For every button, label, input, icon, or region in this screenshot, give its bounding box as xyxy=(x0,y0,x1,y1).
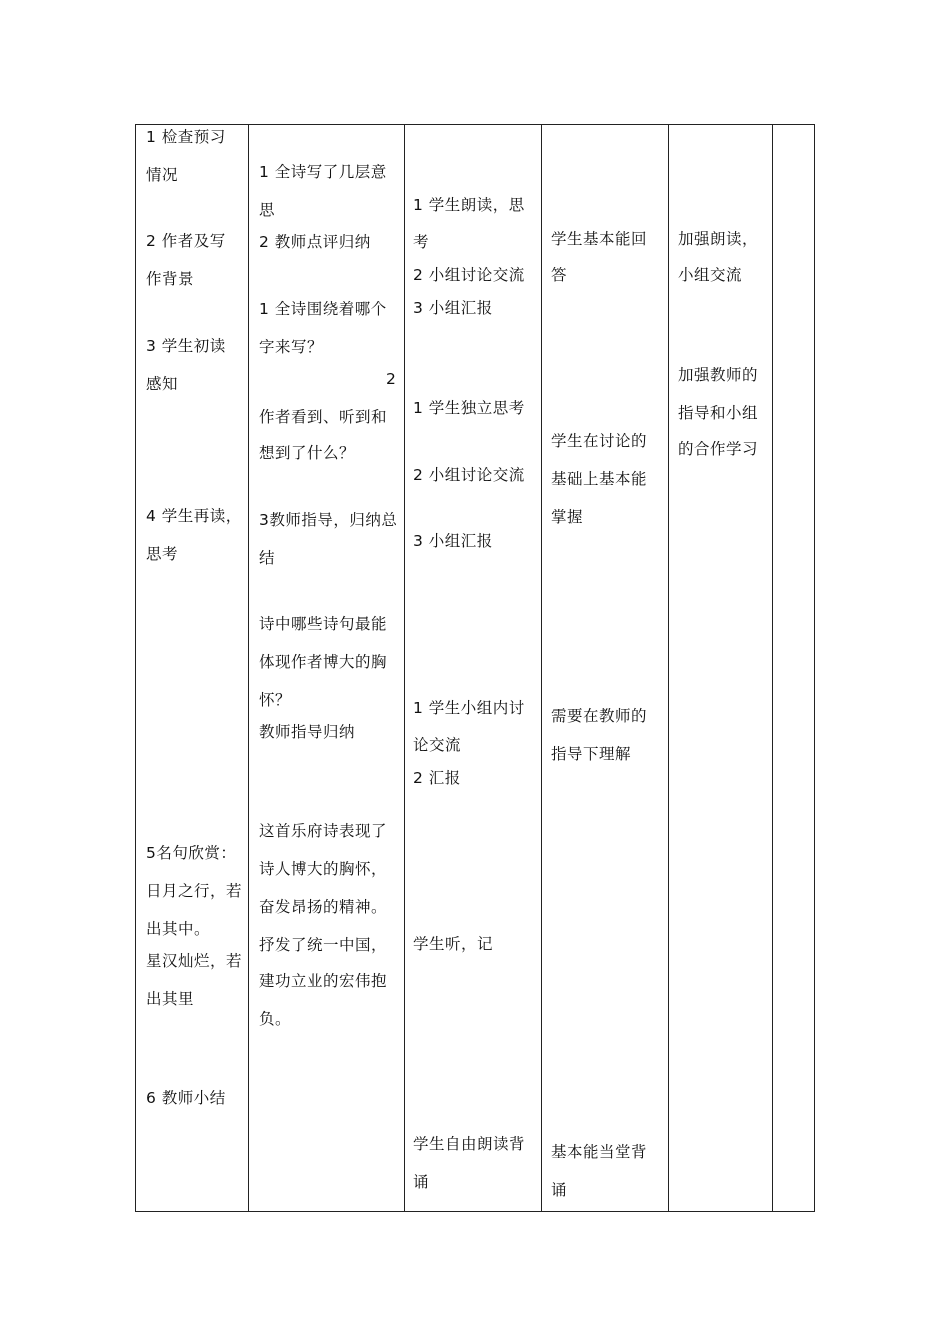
outcome-column xyxy=(541,125,668,1211)
step-text: 日月之行，若 xyxy=(146,882,243,900)
teacher-text: 字来写？ xyxy=(259,338,324,356)
outcome-text: 掌握 xyxy=(551,508,584,526)
student-text: 1 学生小组内讨 xyxy=(413,699,525,717)
teacher-text: 2 教师点评归纳 xyxy=(259,233,371,251)
teacher-text: 作者看到、听到和 xyxy=(259,408,388,426)
strategy-text: 加强教师的 xyxy=(678,366,759,384)
step-text: 出其里 xyxy=(146,990,195,1008)
step-text: 作背景 xyxy=(146,270,195,288)
step-text: 感知 xyxy=(146,375,179,393)
outcome-text: 需要在教师的 xyxy=(551,707,648,725)
outcome-text: 答 xyxy=(551,266,568,284)
teacher-text: 结 xyxy=(259,549,276,567)
teacher-text: 诗人博大的胸怀， xyxy=(259,860,388,878)
student-text: 学生自由朗读背 xyxy=(413,1135,526,1153)
teacher-text: 1 全诗写了几层意 xyxy=(259,163,387,181)
student-text: 2 小组讨论交流 xyxy=(413,466,525,484)
student-column xyxy=(404,125,541,1211)
student-text: 论交流 xyxy=(413,736,462,754)
step-text: 出其中。 xyxy=(146,920,211,938)
teacher-text: 想到了什么？ xyxy=(259,444,356,462)
teacher-text: 1 全诗围绕着哪个 xyxy=(259,300,387,318)
teacher-text: 建功立业的宏伟抱 xyxy=(259,972,388,990)
outcome-text: 基本能当堂背 xyxy=(551,1143,648,1161)
step-text: 2 作者及写 xyxy=(146,232,226,250)
step-text: 星汉灿烂，若 xyxy=(146,952,243,970)
teacher-text: 抒发了统一中国， xyxy=(259,936,388,954)
student-text: 1 学生独立思考 xyxy=(413,399,525,417)
student-text: 诵 xyxy=(413,1173,430,1191)
notes-column xyxy=(772,125,814,1211)
step-text: 1 检查预习 xyxy=(146,128,226,146)
step-text: 5名句欣赏： xyxy=(146,844,237,862)
teacher-text: 怀？ xyxy=(259,691,292,709)
student-text: 2 汇报 xyxy=(413,769,461,787)
outcome-text: 学生在讨论的 xyxy=(551,432,648,450)
step-text: 3 学生初读 xyxy=(146,337,226,355)
teacher-text: 教师指导归纳 xyxy=(259,723,356,741)
strategy-text: 指导和小组 xyxy=(678,404,759,422)
student-text: 考 xyxy=(413,233,430,251)
teacher-column xyxy=(248,125,404,1211)
step-text: 情况 xyxy=(146,166,179,184)
teacher-text: 诗中哪些诗句最能 xyxy=(259,615,388,633)
step-text: 4 学生再读， xyxy=(146,507,242,525)
strategy-text: 小组交流 xyxy=(678,266,743,284)
step-text: 思考 xyxy=(146,545,179,563)
outcome-text: 指导下理解 xyxy=(551,745,632,763)
strategy-column xyxy=(668,125,772,1211)
outcome-text: 基础上基本能 xyxy=(551,470,648,488)
outcome-text: 学生基本能回 xyxy=(551,230,648,248)
student-text: 1 学生朗读，思 xyxy=(413,196,525,214)
outcome-text: 诵 xyxy=(551,1181,568,1199)
student-text: 学生听，记 xyxy=(413,935,494,953)
teacher-text: 奋发昂扬的精神。 xyxy=(259,898,388,916)
lesson-table xyxy=(135,124,815,1212)
student-text: 3 小组汇报 xyxy=(413,532,493,550)
teacher-text: 3教师指导，归纳总 xyxy=(259,511,398,529)
teacher-text: 2 xyxy=(386,370,397,388)
strategy-text: 加强朗读， xyxy=(678,230,759,248)
teacher-text: 负。 xyxy=(259,1010,292,1028)
student-text: 2 小组讨论交流 xyxy=(413,266,525,284)
student-text: 3 小组汇报 xyxy=(413,299,493,317)
teacher-text: 这首乐府诗表现了 xyxy=(259,822,388,840)
teacher-text: 体现作者博大的胸 xyxy=(259,653,388,671)
strategy-text: 的合作学习 xyxy=(678,440,759,458)
step-text: 6 教师小结 xyxy=(146,1089,226,1107)
steps-column xyxy=(136,125,248,1211)
teacher-text: 思 xyxy=(259,201,276,219)
